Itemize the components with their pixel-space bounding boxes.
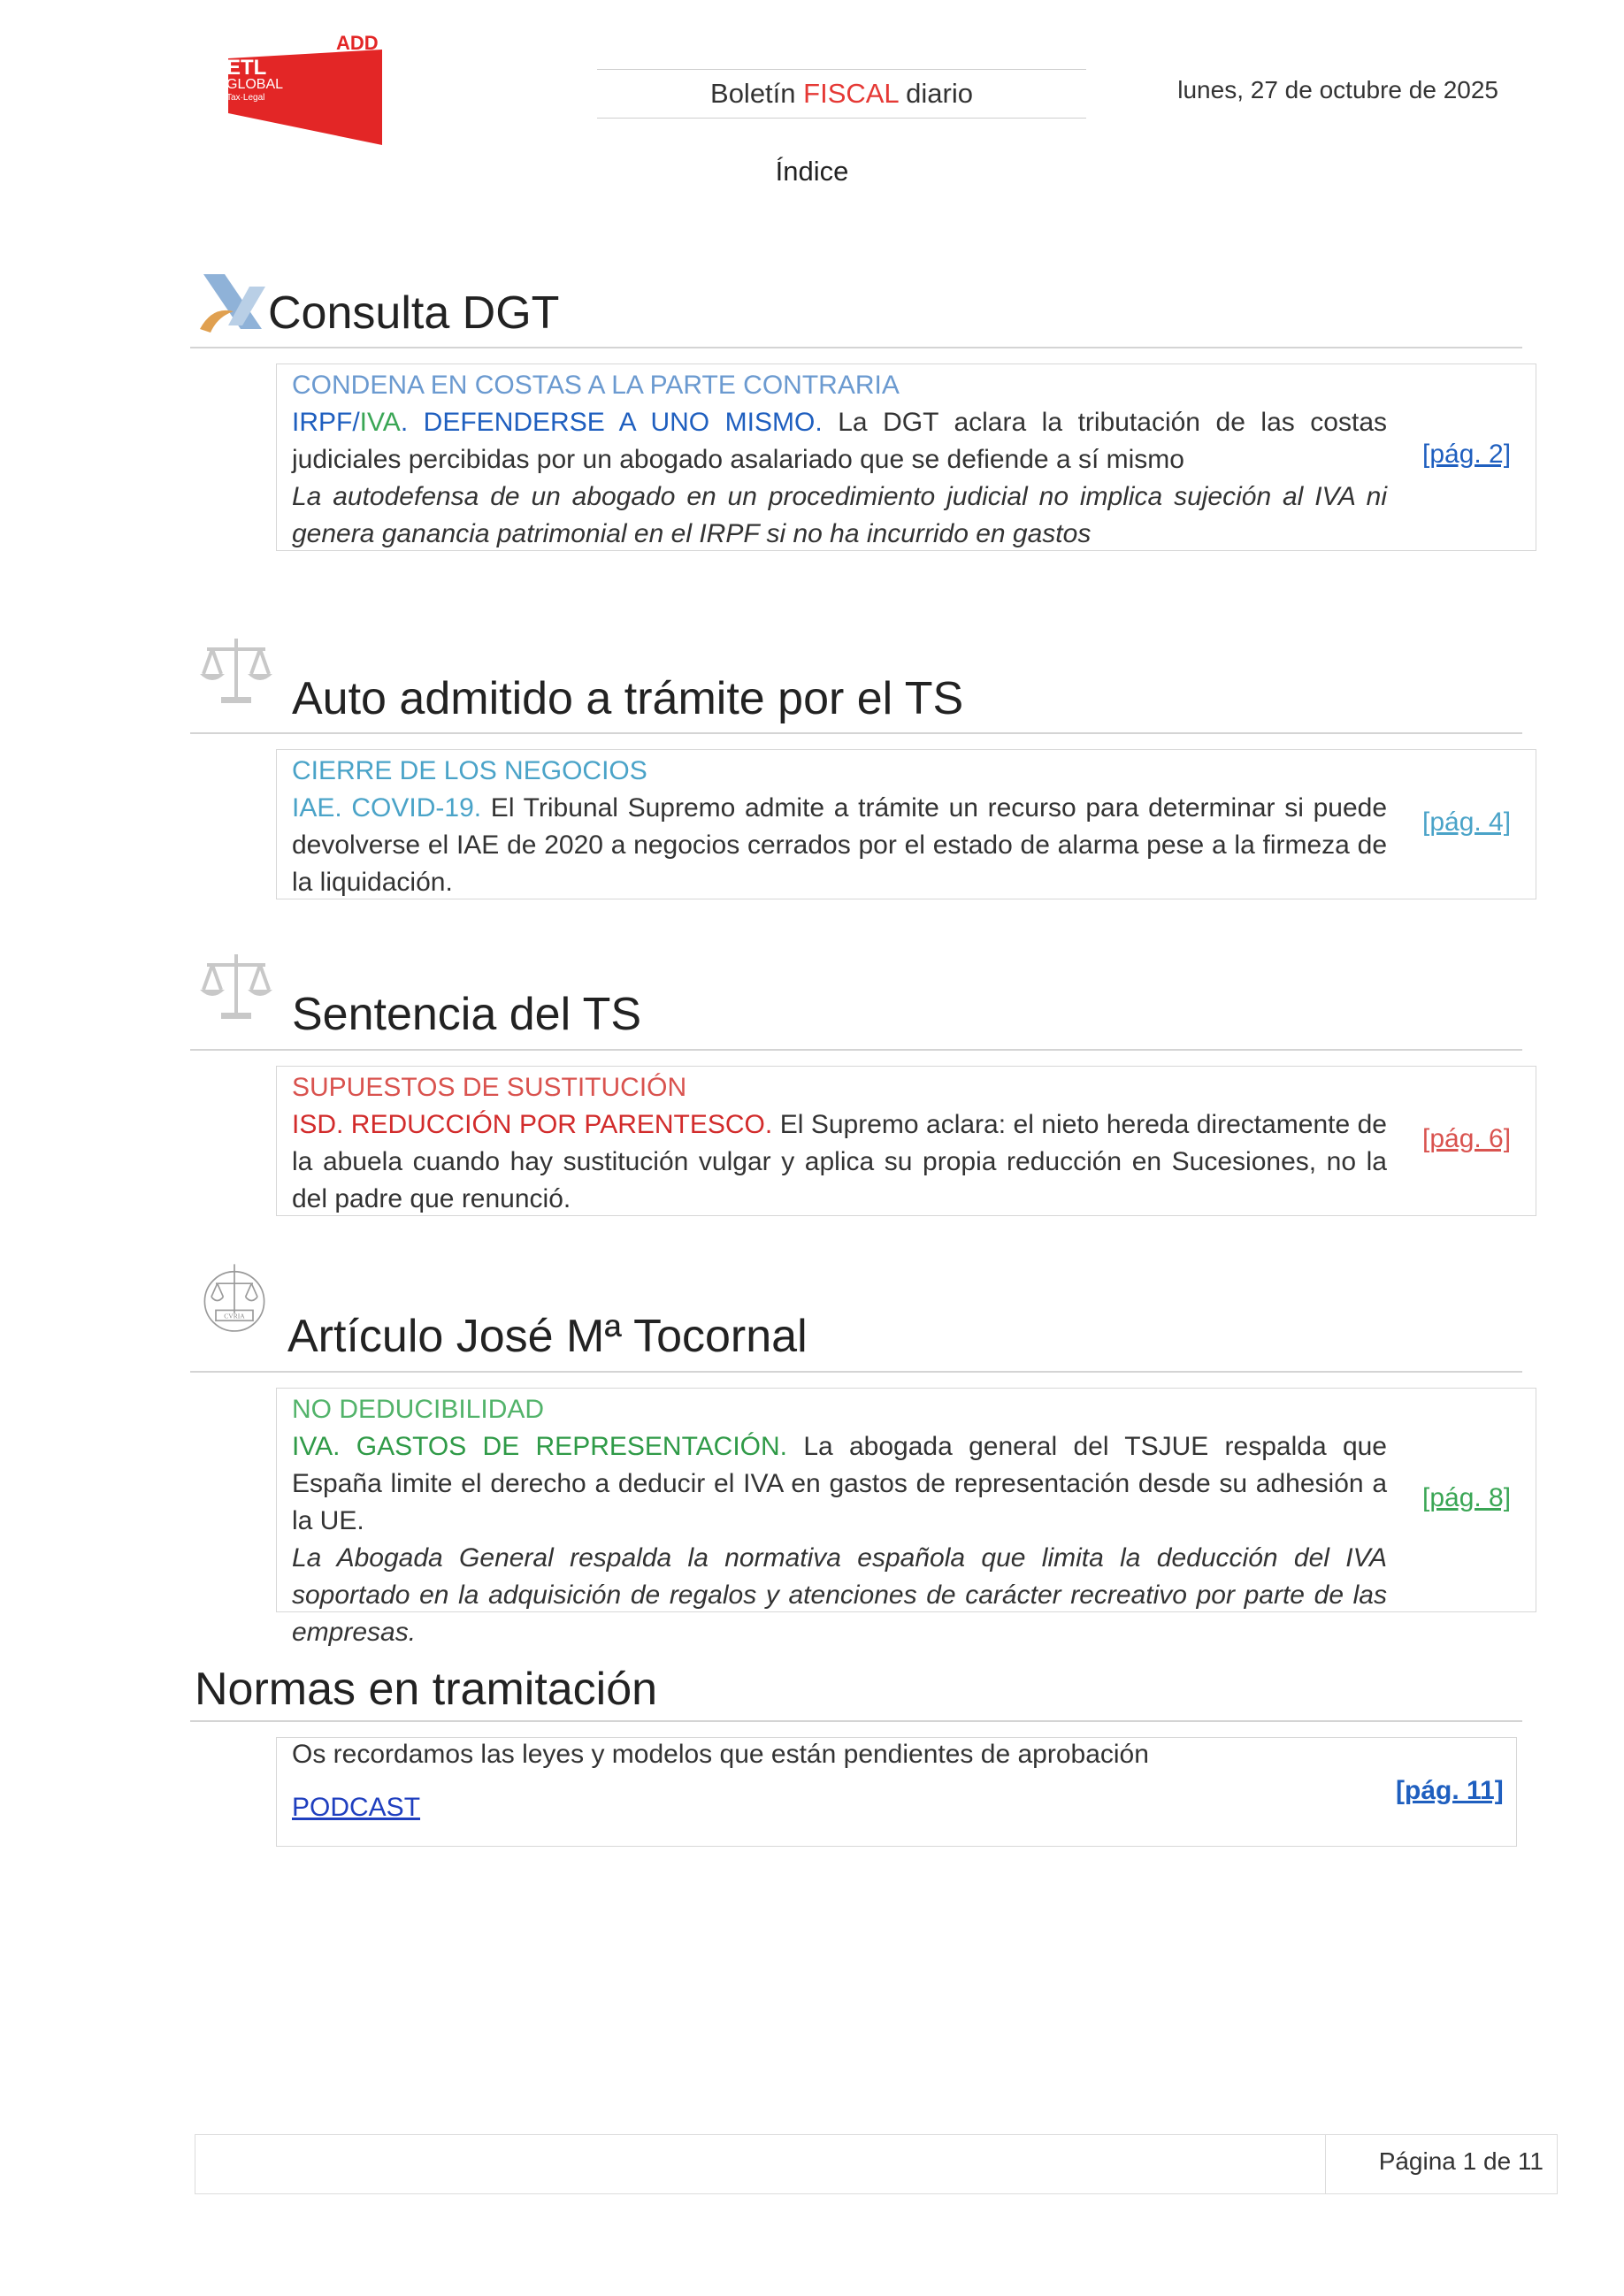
entry-paragraph [292, 793, 1387, 897]
page-link[interactable]: [pág. 8] [1422, 1483, 1512, 1512]
section-divider [190, 1720, 1522, 1722]
entry-body: El Tribunal Supremo admite a trámite un recurso para determinar si puede devolverse el IAE de 2020 a negocios cerrados por el estado de alarma pese a la firmeza de la liquidación. [292, 793, 1388, 897]
logo-global-text: GLOBAL [226, 77, 284, 92]
entry-summary: La autodefensa de un abogado en un procedimiento judicial no implica sujeción al IVA ni genera ganancia patrimonial en el IRPF si no ha incurrido en gastos [292, 482, 1387, 548]
footer-divider [1325, 2134, 1326, 2194]
headline-part: ISD. REDUCCIÓN POR PARENTESCO. [292, 1110, 773, 1139]
bulletin-title-box [597, 69, 1086, 119]
entry-category: SUPUESTOS DE SUSTITUCIÓN [292, 1073, 687, 1102]
entry-category: NO DEDUCIBILIDAD [292, 1395, 545, 1424]
entry-category: CONDENA EN COSTAS A LA PARTE CONTRARIA [292, 371, 900, 400]
page-link[interactable]: [pág. 4] [1422, 807, 1512, 837]
podcast-link[interactable]: PODCAST [292, 1793, 421, 1822]
headline-part: . DEFENDERSE A UNO MISMO. [400, 408, 823, 437]
title-pre: Boletín [710, 78, 804, 109]
logo-tag-text: Tax·Legal [226, 93, 265, 103]
entry-text [292, 753, 1387, 901]
entry-paragraph [292, 1432, 1387, 1535]
entry-body: El Supremo aclara: el nieto hereda directamente de la abuela cuando hay sustitución vulgar y aplica su propia reducción en Sucesiones, no la del padre que renunció. [292, 1110, 1387, 1213]
entry-summary: La Abogada General respalda la normativa española que limita la deducción del IVA soportado en la adquisición de regalos y atenciones de carácter recreativo por parte de las empresas. [292, 1543, 1387, 1647]
page-link[interactable]: [pág. 2] [1422, 440, 1512, 469]
section-title-normas: Normas en tramitación [195, 1664, 658, 1715]
entry-category: CIERRE DE LOS NEGOCIOS [292, 756, 647, 785]
bulletin-title [710, 78, 973, 109]
curia-emblem-icon [195, 1261, 274, 1336]
page-number: Página 1 de 11 [1378, 2147, 1544, 2175]
agencia-tributaria-logo-icon [195, 271, 274, 345]
page-link[interactable]: [pág. 6] [1422, 1124, 1512, 1153]
bulletin-date: lunes, 27 de octubre de 2025 [1177, 76, 1498, 103]
headline-part: IAE. COVID-19. [292, 793, 482, 823]
logo-etl-text: ETL [226, 56, 267, 80]
entry-paragraph [292, 1110, 1387, 1213]
entry-text [292, 1069, 1387, 1218]
section-divider [190, 1371, 1522, 1373]
entry-body: La DGT aclara la tributación de las costas judiciales percibidas por un abogado asalariado que se defiende a sí mismo [292, 408, 1387, 474]
section-divider [190, 347, 1522, 348]
page-link[interactable]: [pág. 11] [1396, 1776, 1504, 1805]
logo-add-text: ADD [336, 35, 379, 54]
section-divider [190, 732, 1522, 734]
headline-part: IVA [359, 408, 401, 437]
section-title-consulta-dgt: Consulta DGT [268, 287, 560, 339]
section-title-auto-admitido: Auto admitido a trámite por el TS [292, 673, 964, 724]
section-divider [190, 1049, 1522, 1051]
entry-text [292, 367, 1387, 553]
entry-text [292, 1391, 1387, 1651]
entry-body: La abogada general del TSJUE respalda que España limite el derecho a deducir el IVA en gastos de representación desde su adhesión a la UE. [292, 1432, 1387, 1535]
section-title-articulo: Artículo José Mª Tocornal [287, 1311, 808, 1362]
section-title-sentencia-ts: Sentencia del TS [292, 989, 642, 1040]
title-post: diario [898, 78, 973, 109]
scales-of-justice-icon [196, 949, 276, 1023]
normas-text: Os recordamos las leyes y modelos que están pendientes de aprobación [292, 1740, 1149, 1769]
headline-part: IVA. GASTOS DE REPRESENTACIÓN. [292, 1432, 788, 1461]
headline-part: IRPF/ [292, 408, 360, 437]
scales-of-justice-icon [196, 633, 276, 708]
entry-paragraph [292, 408, 1387, 474]
title-highlight: FISCAL [803, 78, 899, 109]
svg-text:CVRIA: CVRIA [224, 1312, 245, 1320]
etl-global-logo [221, 35, 382, 145]
index-heading: Índice [775, 156, 849, 187]
